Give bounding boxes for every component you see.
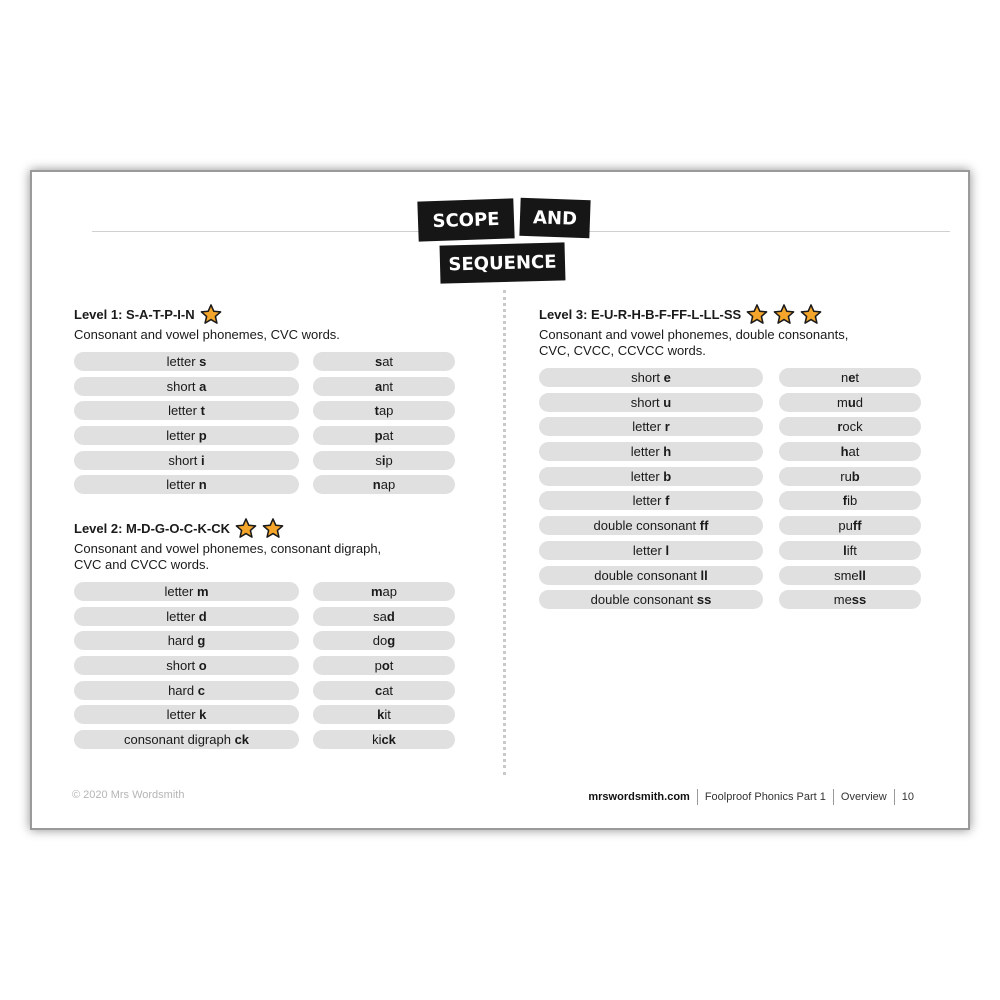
highlight-part: b [851,468,860,484]
highlight-part: ff [852,518,862,534]
phoneme-table [74,352,455,494]
example-word [313,681,455,700]
highlight-part: i [200,452,205,468]
phoneme-label [74,705,299,724]
difficulty-stars [745,303,826,326]
example-word [313,705,455,724]
level-description [539,327,921,359]
highlight-part: d [386,608,395,624]
phoneme-row [539,368,921,387]
footer-info [581,789,921,805]
text-part: short [630,394,664,410]
difficulty-stars [234,517,288,540]
example-word [779,467,921,486]
text-part: me [833,592,852,608]
text-part: short [168,452,201,468]
phoneme-row [74,681,455,700]
example-word [313,352,455,371]
phoneme-row [539,467,921,486]
highlight-part: f [665,493,670,509]
highlight-part: u [663,394,672,410]
text-part: pu [838,518,853,534]
phoneme-row [539,566,921,585]
description-line: CVC, CVCC, CCVCC words. [539,343,706,358]
phoneme-table [539,368,921,609]
highlight-part: r [837,419,843,435]
example-word [313,607,455,626]
phoneme-row [74,451,455,470]
phoneme-label [539,393,763,412]
highlight-part: ll [858,567,866,583]
example-word [313,426,455,445]
highlight-part: b [663,468,672,484]
phoneme-row [539,541,921,560]
highlight-part: h [663,444,672,460]
level-description [74,327,455,343]
highlight-part: k [377,707,385,723]
highlight-part: s [199,354,207,369]
highlight-part: t [374,403,379,419]
text-part: letter [166,707,200,723]
star-icon [234,517,258,540]
highlight-part: k [199,707,207,723]
text-part: double consonant [593,518,700,534]
text-part: ib [847,493,858,509]
text-part: letter [168,403,201,419]
highlight-part: n [198,477,207,493]
example-word [313,401,455,420]
highlight-part: l [843,542,847,558]
phoneme-table [74,582,455,749]
phoneme-label [74,631,299,650]
highlight-part: o [381,658,390,674]
text-part: letter [166,608,199,624]
highlight-part: ck [234,732,250,748]
phoneme-row [74,377,455,396]
text-part: letter [630,444,664,460]
star-icon [261,517,285,540]
highlight-part: t [200,403,205,419]
phoneme-label [539,590,763,609]
text-part: hard [167,633,198,649]
phoneme-label [74,401,299,420]
phoneme-row [74,705,455,724]
text-part: sa [373,608,387,624]
header-rule-right [588,231,950,232]
phoneme-label [74,730,299,749]
phoneme-row [539,491,921,510]
highlight-part: ll [700,567,708,583]
example-word [779,393,921,412]
document-page [30,170,970,830]
example-word [779,368,921,387]
text-part: t [389,658,394,674]
phoneme-row [74,631,455,650]
highlight-part: e [663,370,671,385]
highlight-part: l [665,542,670,558]
text-part: d [855,394,864,410]
text-part: at [382,428,394,444]
example-word [779,417,921,436]
text-part: double consonant [594,567,701,583]
text-part: hard [168,682,198,698]
phoneme-row [74,352,455,371]
phoneme-row [74,401,455,420]
phoneme-label [539,417,763,436]
footer-site: mrswordsmith.com [588,791,690,803]
level-title: Level 3: E-U-R-H-B-F-FF-L-LL-SS [539,306,742,322]
description-line: Consonant and vowel phonemes, CVC words. [74,327,340,342]
phoneme-row [74,730,455,749]
header-rule-left [92,231,422,232]
highlight-part: e [848,370,856,385]
text-part: letter [166,477,199,493]
text-part: ock [842,419,863,435]
level-3-section [539,302,921,615]
highlight-part: c [374,682,383,698]
star-icon [745,303,769,326]
text-part: p [374,658,382,674]
highlight-part: ss [851,592,867,608]
highlight-part: r [664,419,670,435]
text-part: letter [632,419,665,435]
title-tag-scope: SCOPE [417,198,514,241]
example-word [313,730,455,749]
phoneme-label [74,607,299,626]
example-word [779,566,921,585]
phoneme-label [74,681,299,700]
example-word [313,631,455,650]
highlight-part: o [198,658,207,674]
level-heading [74,302,455,326]
text-part: t [855,370,860,385]
text-part: at [382,354,394,369]
example-word [313,377,455,396]
text-part: p [385,452,393,468]
text-part: short [166,658,199,674]
phoneme-label [539,467,763,486]
star-icon [799,303,823,326]
phoneme-row [74,582,455,601]
column-divider [503,290,506,775]
level-description [74,541,455,573]
phoneme-label [74,656,299,675]
title-tag-and: AND [519,198,590,238]
text-part: sme [834,567,859,583]
example-word [779,541,921,560]
example-word [313,475,455,494]
text-part: letter [632,493,666,509]
phoneme-label [74,377,299,396]
phoneme-label [74,426,299,445]
text-part: at [382,682,394,698]
highlight-part: d [198,608,207,624]
phoneme-label [539,368,763,387]
phoneme-row [74,607,455,626]
phoneme-label [539,442,763,461]
difficulty-stars [199,303,226,326]
text-part: short [166,378,200,394]
title-tag-sequence: SEQUENCE [440,242,566,283]
phoneme-row [74,656,455,675]
text-part: double consonant [590,592,697,608]
phoneme-row [539,516,921,535]
star-icon [199,303,223,326]
text-part: letter [630,468,664,484]
highlight-part: u [847,394,856,410]
phoneme-row [539,417,921,436]
highlight-part: i [381,452,386,468]
text-part: at [848,444,860,460]
text-part: ift [846,542,857,558]
example-word [779,442,921,461]
highlight-part: c [197,682,205,698]
text-part: n [840,370,849,385]
highlight-part: ss [696,592,712,608]
copyright: © 2020 Mrs Wordsmith [72,789,185,801]
highlight-part: m [370,584,383,599]
description-line: Consonant and vowel phonemes, double consonants, [539,327,849,342]
highlight-part: a [374,378,383,394]
phoneme-label [539,491,763,510]
text-part: nt [382,378,394,394]
description-line: CVC and CVCC words. [74,557,210,572]
highlight-part: n [372,477,381,493]
phoneme-label [539,566,763,585]
phoneme-row [74,475,455,494]
level-heading [539,302,921,326]
phoneme-label [539,516,763,535]
highlight-part: h [840,444,849,460]
phoneme-row [539,393,921,412]
highlight-part: p [198,428,207,444]
text-part: ki [372,732,382,748]
highlight-part: ff [699,518,709,534]
highlight-part: f [842,493,848,509]
text-part: ap [378,403,394,419]
example-word [313,656,455,675]
highlight-part: p [374,428,383,444]
text-part: short [631,370,664,385]
example-word [779,516,921,535]
highlight-part: ck [381,732,396,748]
highlight-part: a [199,378,207,394]
text-part: m [836,394,848,410]
text-part: ru [840,468,852,484]
phoneme-row [74,426,455,445]
phoneme-label [74,451,299,470]
star-icon [772,303,796,326]
example-word [779,491,921,510]
level-1-section [74,302,455,500]
text-part: letter [166,354,200,369]
level-heading [74,516,455,540]
text-part: letter [166,428,199,444]
footer-page-number: 10 [901,791,914,803]
phoneme-label [74,352,299,371]
text-part: letter [164,584,197,599]
footer-section: Overview [840,791,887,803]
phoneme-row [539,590,921,609]
highlight-part: g [387,633,396,649]
highlight-part: s [374,354,383,369]
description-line: Consonant and vowel phonemes, consonant digraph, [74,541,382,556]
highlight-part: m [196,584,209,599]
text-part: consonant digraph [123,732,235,748]
text-part: ap [380,477,396,493]
text-part: ap [382,584,398,599]
text-part: s [375,452,382,468]
phoneme-label [74,582,299,601]
example-word [779,590,921,609]
text-part: it [384,707,391,723]
phoneme-row [539,442,921,461]
example-word [313,451,455,470]
phoneme-label [539,541,763,560]
text-part: do [372,633,388,649]
level-2-section [74,516,455,755]
text-part: letter [632,542,666,558]
example-word [313,582,455,601]
level-title: Level 1: S-A-T-P-I-N [74,306,195,322]
footer-book-title: Foolproof Phonics Part 1 [704,791,826,803]
highlight-part: g [197,633,206,649]
phoneme-label [74,475,299,494]
level-title: Level 2: M-D-G-O-C-K-CK [74,520,230,536]
